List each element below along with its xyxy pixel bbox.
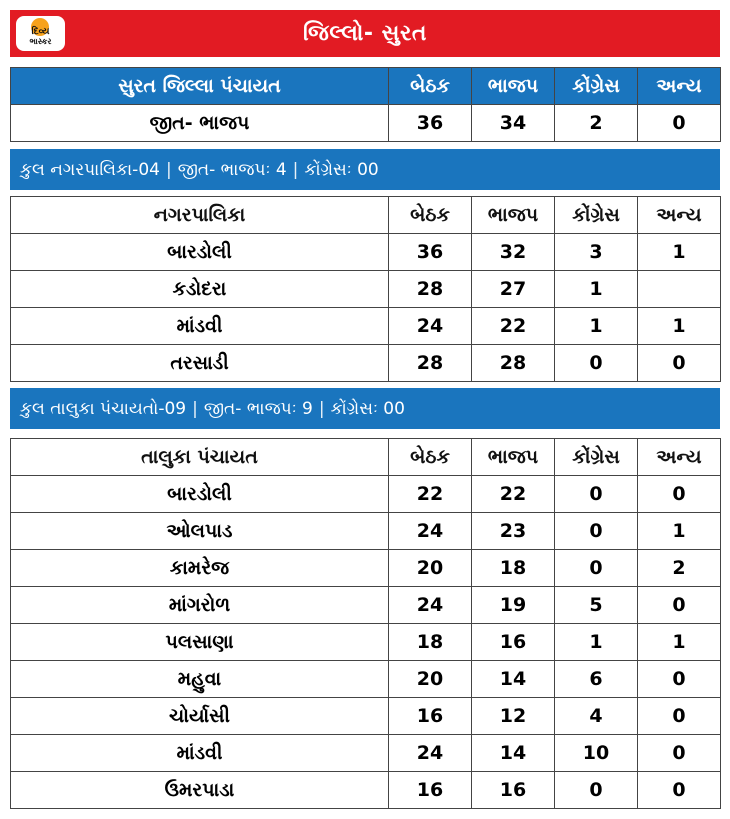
col-congress: કોંગ્રેસ [555,68,638,105]
cell-other: 0 [638,345,721,382]
cell-seats: 16 [389,698,472,735]
table-row [11,624,721,661]
row-name: બારડોલી [11,234,389,271]
cell-seats: 18 [389,624,472,661]
table-row [11,308,721,345]
municipal-congress: કોંગ્રેસઃ 00 [304,159,379,180]
cell-other: 0 [638,105,721,142]
row-name: તરસાડી [11,345,389,382]
divider: | [165,159,172,180]
cell-other: 0 [638,698,721,735]
taluka-win: જીત- ભાજપઃ 9 [203,398,313,419]
col-congress: કોંગ્રેસ [555,439,638,476]
cell-congress: 0 [555,772,638,809]
row-name: કામરેજ [11,550,389,587]
cell-seats: 28 [389,345,472,382]
row-name: જીત- ભાજપ [11,105,389,142]
cell-bjp: 22 [472,308,555,345]
cell-seats: 24 [389,587,472,624]
cell-seats: 24 [389,513,472,550]
municipal-summary-bar [10,149,720,190]
row-name: ચોર્યાસી [11,698,389,735]
col-other: અન્ય [638,439,721,476]
taluka-summary-bar [10,388,720,429]
row-name: ઉમરપાડા [11,772,389,809]
cell-bjp: 22 [472,476,555,513]
taluka-heading: તાલુકા પંચાયત [11,439,389,476]
table-header-row [11,197,721,234]
district-heading: સુરત જિલ્લા પંચાયત [11,68,389,105]
table-row [11,698,721,735]
col-seats: બેઠક [389,197,472,234]
municipal-table [10,196,721,382]
cell-bjp: 28 [472,345,555,382]
cell-seats: 36 [389,105,472,142]
cell-seats: 22 [389,476,472,513]
cell-congress: 3 [555,234,638,271]
brand-logo [16,16,65,51]
municipal-total: કુલ નગરપાલિકા-04 [20,159,160,180]
table-row [11,234,721,271]
cell-congress: 5 [555,587,638,624]
cell-congress: 0 [555,550,638,587]
cell-other: 0 [638,476,721,513]
col-seats: બેઠક [389,439,472,476]
table-row [11,476,721,513]
table-row [11,105,721,142]
col-bjp: ભાજપ [472,197,555,234]
cell-congress: 1 [555,271,638,308]
row-name: માંડવી [11,735,389,772]
cell-other: 0 [638,735,721,772]
cell-congress: 0 [555,513,638,550]
taluka-total: કુલ તાલુકા પંચાયતો-09 [20,398,187,419]
cell-other: 1 [638,513,721,550]
district-table [10,67,721,142]
cell-bjp: 12 [472,698,555,735]
cell-other: 0 [638,587,721,624]
municipal-win: જીત- ભાજપઃ 4 [177,159,287,180]
table-row [11,661,721,698]
cell-bjp: 27 [472,271,555,308]
table-row [11,735,721,772]
table-row [11,271,721,308]
col-seats: બેઠક [389,68,472,105]
divider: | [318,398,325,419]
col-congress: કોંગ્રેસ [555,197,638,234]
cell-bjp: 19 [472,587,555,624]
cell-bjp: 14 [472,735,555,772]
row-name: પલસાણા [11,624,389,661]
cell-bjp: 34 [472,105,555,142]
table-row [11,772,721,809]
table-row [11,513,721,550]
row-name: બારડોલી [11,476,389,513]
cell-other: 1 [638,308,721,345]
cell-bjp: 16 [472,624,555,661]
cell-congress: 1 [555,624,638,661]
cell-bjp: 16 [472,772,555,809]
row-name: માંડવી [11,308,389,345]
cell-bjp: 23 [472,513,555,550]
divider: | [292,159,299,180]
cell-seats: 20 [389,661,472,698]
divider: | [192,398,198,419]
logo-line2: ભાસ્કર [29,37,52,46]
table-row [11,550,721,587]
row-name: કડોદરા [11,271,389,308]
col-bjp: ભાજપ [472,68,555,105]
cell-other: 1 [638,624,721,661]
page-title: જિલ્લો- સુરત [303,21,427,46]
col-bjp: ભાજપ [472,439,555,476]
cell-other [638,271,721,308]
cell-seats: 16 [389,772,472,809]
page-header [10,10,720,57]
cell-seats: 28 [389,271,472,308]
row-name: મહુવા [11,661,389,698]
cell-congress: 2 [555,105,638,142]
cell-seats: 20 [389,550,472,587]
table-row [11,587,721,624]
table-header-row [11,439,721,476]
cell-other: 2 [638,550,721,587]
table-row [11,345,721,382]
cell-congress: 1 [555,308,638,345]
cell-seats: 36 [389,234,472,271]
cell-congress: 4 [555,698,638,735]
cell-congress: 10 [555,735,638,772]
table-header-row [11,68,721,105]
cell-congress: 6 [555,661,638,698]
cell-congress: 0 [555,345,638,382]
col-other: અન્ય [638,197,721,234]
cell-bjp: 18 [472,550,555,587]
taluka-congress: કોંગ્રેસઃ 00 [330,398,405,419]
cell-bjp: 32 [472,234,555,271]
cell-congress: 0 [555,476,638,513]
cell-seats: 24 [389,735,472,772]
taluka-table [10,438,721,809]
col-other: અન્ય [638,68,721,105]
cell-other: 0 [638,772,721,809]
cell-other: 1 [638,234,721,271]
cell-bjp: 14 [472,661,555,698]
cell-other: 0 [638,661,721,698]
municipal-heading: નગરપાલિકા [11,197,389,234]
cell-seats: 24 [389,308,472,345]
row-name: ઓલપાડ [11,513,389,550]
row-name: માંગરોળ [11,587,389,624]
logo-line1: દિવ્ય [31,27,50,37]
